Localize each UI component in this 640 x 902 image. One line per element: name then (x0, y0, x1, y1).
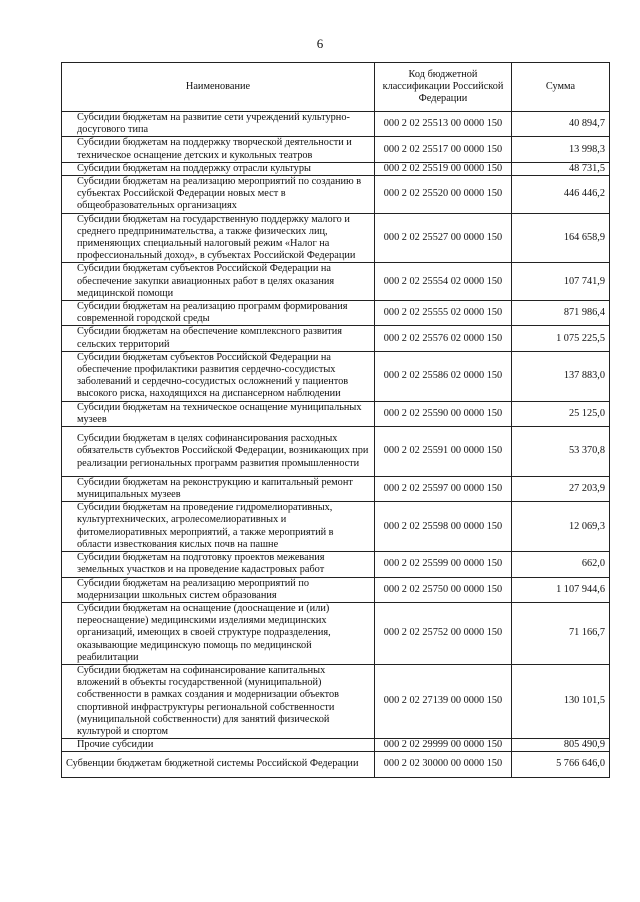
row-name: Субсидии бюджетам субъектов Российской Федерации на обеспечение закупки авиационных работ в целях оказания медицинской помощи (62, 263, 375, 301)
table-row (62, 176, 610, 214)
table-row (62, 502, 610, 552)
row-sum: 662,0 (512, 552, 610, 577)
row-sum: 27 203,9 (512, 476, 610, 501)
table-row (62, 213, 610, 263)
row-sum: 48 731,5 (512, 162, 610, 175)
row-name: Субсидии бюджетам на поддержку творческой деятельности и техническое оснащение детских и кукольных театров (62, 137, 375, 162)
row-code: 000 2 02 25598 00 0000 150 (375, 502, 512, 552)
row-sum: 1 075 225,5 (512, 326, 610, 351)
header-row (62, 63, 610, 112)
row-name: Субсидии бюджетам на техническое оснащение муниципальных музеев (62, 401, 375, 426)
table-body (62, 112, 610, 778)
row-name: Субсидии бюджетам на реконструкцию и капитальный ремонт муниципальных музеев (62, 476, 375, 501)
table-row (62, 137, 610, 162)
row-code: 000 2 02 25597 00 0000 150 (375, 476, 512, 501)
table-row (62, 602, 610, 664)
header-sum: Сумма (512, 63, 610, 112)
row-code: 000 2 02 25517 00 0000 150 (375, 137, 512, 162)
row-code: 000 2 02 29999 00 0000 150 (375, 739, 512, 752)
row-code: 000 2 02 25519 00 0000 150 (375, 162, 512, 175)
row-name: Субсидии бюджетам на реализацию программ формирования современной городской среды (62, 301, 375, 326)
table-row (62, 752, 610, 777)
row-name: Субсидии бюджетам на софинансирование капитальных вложений в объекты государственной (муниципальной) собственности в рамках создания и модернизации объектов спортивной инфраструктуры региональной собственности (муниципальной собственности) для занятий физической культурой и спортом (62, 664, 375, 738)
row-name: Субсидии бюджетам на обеспечение комплексного развития сельских территорий (62, 326, 375, 351)
table-row (62, 301, 610, 326)
row-sum: 805 490,9 (512, 739, 610, 752)
row-code: 000 2 02 25586 02 0000 150 (375, 351, 512, 401)
header-code: Код бюджетной классификации Российской Федерации (375, 63, 512, 112)
row-code: 000 2 02 25527 00 0000 150 (375, 213, 512, 263)
row-code: 000 2 02 25513 00 0000 150 (375, 112, 512, 137)
table-row (62, 552, 610, 577)
table-row (62, 326, 610, 351)
table-row (62, 427, 610, 477)
row-sum: 164 658,9 (512, 213, 610, 263)
row-sum: 137 883,0 (512, 351, 610, 401)
row-code: 000 2 02 25750 00 0000 150 (375, 577, 512, 602)
table-row (62, 476, 610, 501)
header-name: Наименование (62, 63, 375, 112)
table-header (62, 63, 610, 112)
table-row (62, 112, 610, 137)
table-row (62, 351, 610, 401)
row-code: 000 2 02 27139 00 0000 150 (375, 664, 512, 738)
table-row (62, 401, 610, 426)
row-code: 000 2 02 25599 00 0000 150 (375, 552, 512, 577)
table-row (62, 162, 610, 175)
row-code: 000 2 02 25752 00 0000 150 (375, 602, 512, 664)
row-name: Субсидии бюджетам на подготовку проектов межевания земельных участков и на проведение кадастровых работ (62, 552, 375, 577)
row-name: Субсидии бюджетам на государственную поддержку малого и среднего предпринимательства, а также физических лиц, применяющих специальный налоговый режим «Налог на профессиональный доход», в субъектах Российской Федерации (62, 213, 375, 263)
table-row (62, 664, 610, 738)
row-name: Субвенции бюджетам бюджетной системы Российской Федерации (62, 752, 375, 777)
row-sum: 40 894,7 (512, 112, 610, 137)
row-sum: 1 107 944,6 (512, 577, 610, 602)
row-sum: 130 101,5 (512, 664, 610, 738)
page-number: 6 (316, 36, 324, 51)
row-name: Субсидии бюджетам на поддержку отрасли культуры (62, 162, 375, 175)
row-code: 000 2 02 30000 00 0000 150 (375, 752, 512, 777)
row-sum: 446 446,2 (512, 176, 610, 214)
row-name: Субсидии бюджетам в целях софинансирования расходных обязательств субъектов Российской Федерации, возникающих при реализации региональных программ развития промышленности (62, 427, 375, 477)
row-code: 000 2 02 25520 00 0000 150 (375, 176, 512, 214)
row-sum: 871 986,4 (512, 301, 610, 326)
table-row (62, 739, 610, 752)
table-row (62, 263, 610, 301)
row-code: 000 2 02 25576 02 0000 150 (375, 326, 512, 351)
row-name: Прочие субсидии (62, 739, 375, 752)
row-code: 000 2 02 25591 00 0000 150 (375, 427, 512, 477)
row-name: Субсидии бюджетам на развитие сети учреждений культурно-досугового типа (62, 112, 375, 137)
row-name: Субсидии бюджетам на оснащение (дооснащение и (или) переоснащение) медицинскими изделиями медицинских организаций, имеющих в своей структуре подразделения, оказывающие медицинскую помощь по медицинской реабилитации (62, 602, 375, 664)
row-sum: 53 370,8 (512, 427, 610, 477)
row-code: 000 2 02 25555 02 0000 150 (375, 301, 512, 326)
row-sum: 71 166,7 (512, 602, 610, 664)
row-name: Субсидии бюджетам на реализацию мероприятий по созданию в субъектах Российской Федерации новых мест в общеобразовательных организациях (62, 176, 375, 214)
row-sum: 107 741,9 (512, 263, 610, 301)
budget-table (61, 62, 610, 778)
row-sum: 5 766 646,0 (512, 752, 610, 777)
row-name: Субсидии бюджетам на реализацию мероприятий по модернизации школьных систем образования (62, 577, 375, 602)
row-sum: 12 069,3 (512, 502, 610, 552)
row-code: 000 2 02 25554 02 0000 150 (375, 263, 512, 301)
row-sum: 13 998,3 (512, 137, 610, 162)
row-name: Субсидии бюджетам субъектов Российской Федерации на обеспечение профилактики развития сердечно-сосудистых заболеваний и сердечно-сосудистых осложнений у пациентов высокого риска, находящихся на диспансерном наблюдении (62, 351, 375, 401)
row-code: 000 2 02 25590 00 0000 150 (375, 401, 512, 426)
row-name: Субсидии бюджетам на проведение гидромелиоративных, культуртехнических, агролесомелиоративных и фитомелиоративных мероприятий, а также мероприятий в области известкования кислых почв на пашне (62, 502, 375, 552)
row-sum: 25 125,0 (512, 401, 610, 426)
table-row (62, 577, 610, 602)
